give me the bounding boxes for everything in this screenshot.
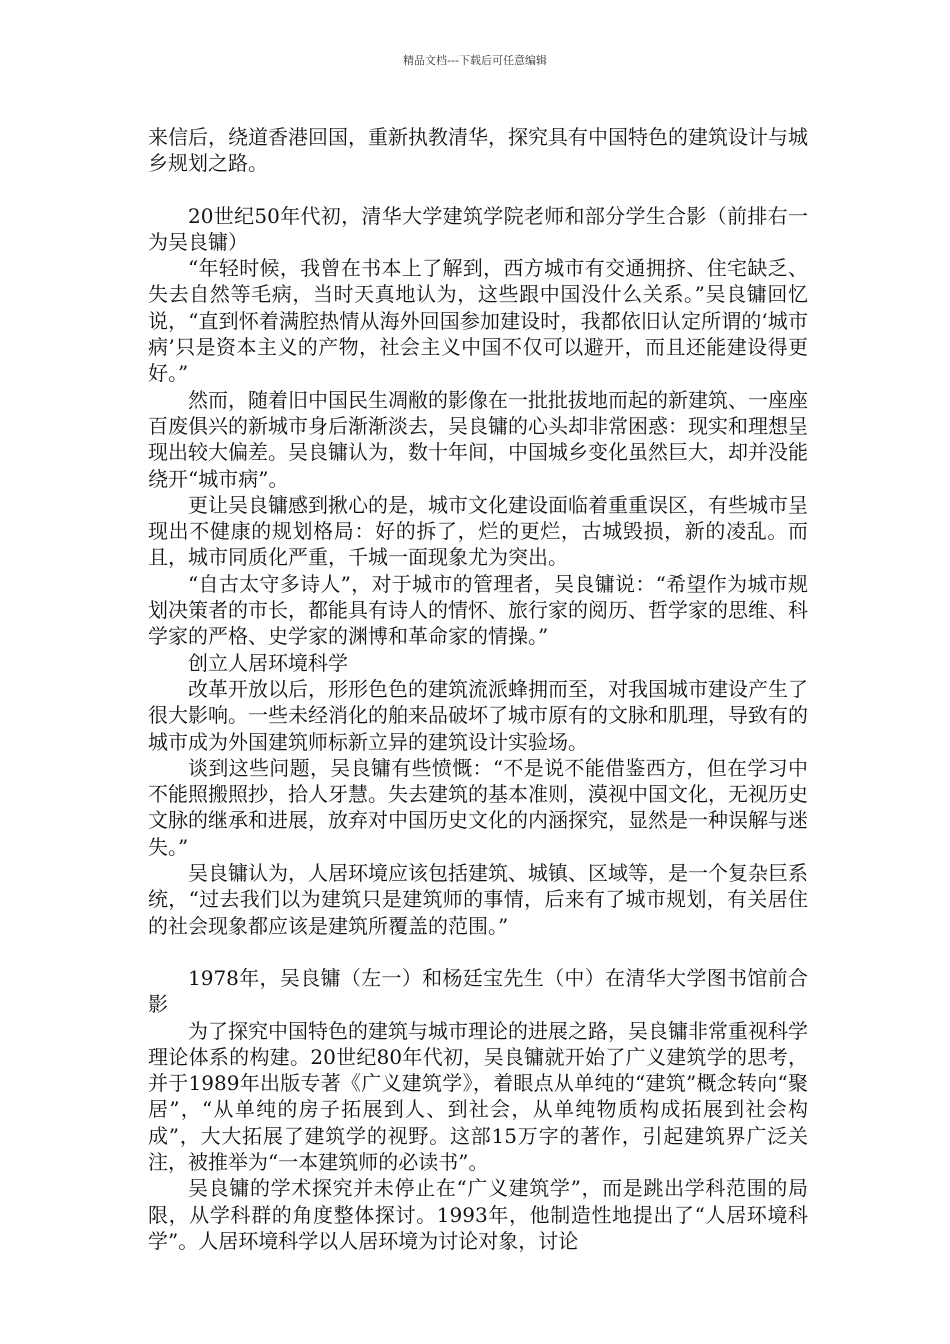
paragraph-8: 吴良镛认为，人居环境应该包括建筑、城镇、区域等，是一个复杂巨系统，“过去我们以为建筑只是建筑师的事情，后来有了城市规划，有关居住的社会现象都应该是建筑所覆盖的范围。” <box>148 861 808 938</box>
paragraph-1: 来信后，绕道香港回国，重新执教清华，探究具有中国特色的建筑设计与城乡规划之路。 <box>148 125 808 176</box>
paragraph-3: 然而，随着旧中国民生凋敝的影像在一批批拔地而起的新建筑、一座座百废俱兴的新城市身后渐渐淡去，吴良镛的心头却非常困惑：现实和理想呈现出较大偏差。吴良镛认为，数十年间，中国城乡变化虽然巨大，却并没能绕开“城市病”。 <box>148 387 808 491</box>
paragraph-5: “自古太守多诗人”，对于城市的管理者，吴良镛说：“希望作为城市规划决策者的市长，都能具有诗人的情怀、旅行家的阅历、哲学家的思维、科学家的严格、史学家的渊博和革命家的情操。” <box>148 571 808 649</box>
paragraph-4: 更让吴良镛感到揪心的是，城市文化建设面临着重重误区，有些城市呈现出不健康的规划格局：好的拆了，烂的更烂，古城毁损，新的凌乱。而且，城市同质化严重，千城一面现象尤为突出。 <box>148 492 808 570</box>
paragraph-9: 为了探究中国特色的建筑与城市理论的进展之路，吴良镛非常重视科学理论体系的构建。20世纪80年代初，吴良镛就开始了广义建筑学的思考，并于1989年出版专著《广义建筑学》，着眼点从单纯的“建筑”概念转向“聚居”，“从单纯的房子拓展到人、到社会，从单纯物质构成拓展到社会构成”，大大拓展了建筑学的视野。这部15万字的著作，引起建筑界广泛关注，被推举为“一本建筑师的必读书”。 <box>148 1018 808 1174</box>
paragraph-2: “年轻时候，我曾在书本上了解到，西方城市有交通拥挤、住宅缺乏、失去自然等毛病，当时天真地认为，这些跟中国没什么关系。”吴良镛回忆说，“直到怀着满腔热情从海外回国参加建设时，我都依旧认定所谓的‘城市病’只是资本主义的产物，社会主义中国不仅可以避开，而且还能建设得更好。” <box>148 256 808 386</box>
paragraph-6: 改革开放以后，形形色色的建筑流派蜂拥而至，对我国城市建设产生了很大影响。一些未经消化的舶来品破坏了城市原有的文脉和肌理，导致有的城市成为外国建筑师标新立异的建筑设计实验场。 <box>148 676 808 754</box>
photo-caption-1: 20世纪50年代初，清华大学建筑学院老师和部分学生合影（前排右一为吴良镛） <box>148 203 808 254</box>
section-heading: 创立人居环境科学 <box>188 650 348 675</box>
document-body <box>148 124 808 1254</box>
paragraph-7: 谈到这些问题，吴良镛有些愤慨：“不是说不能借鉴西方，但在学习中不能照搬照抄，拾人牙慧。失去建筑的基本准则，漠视中国文化，无视历史文脉的继承和进展，放弃对中国历史文化的内涵探究，显然是一种误解与迷失。” <box>148 755 808 859</box>
paragraph-10: 吴良镛的学术探究并未停止在“广义建筑学”，而是跳出学科范围的局限，从学科群的角度整体探讨。1993年，他制造性地提出了“人居环境科学”。人居环境科学以人居环境为讨论对象，讨论 <box>148 1176 808 1253</box>
photo-caption-2: 1978年，吴良镛（左一）和杨廷宝先生（中）在清华大学图书馆前合影 <box>148 965 808 1017</box>
page-header: 精品文档---下载后可任意编辑 <box>403 54 547 67</box>
